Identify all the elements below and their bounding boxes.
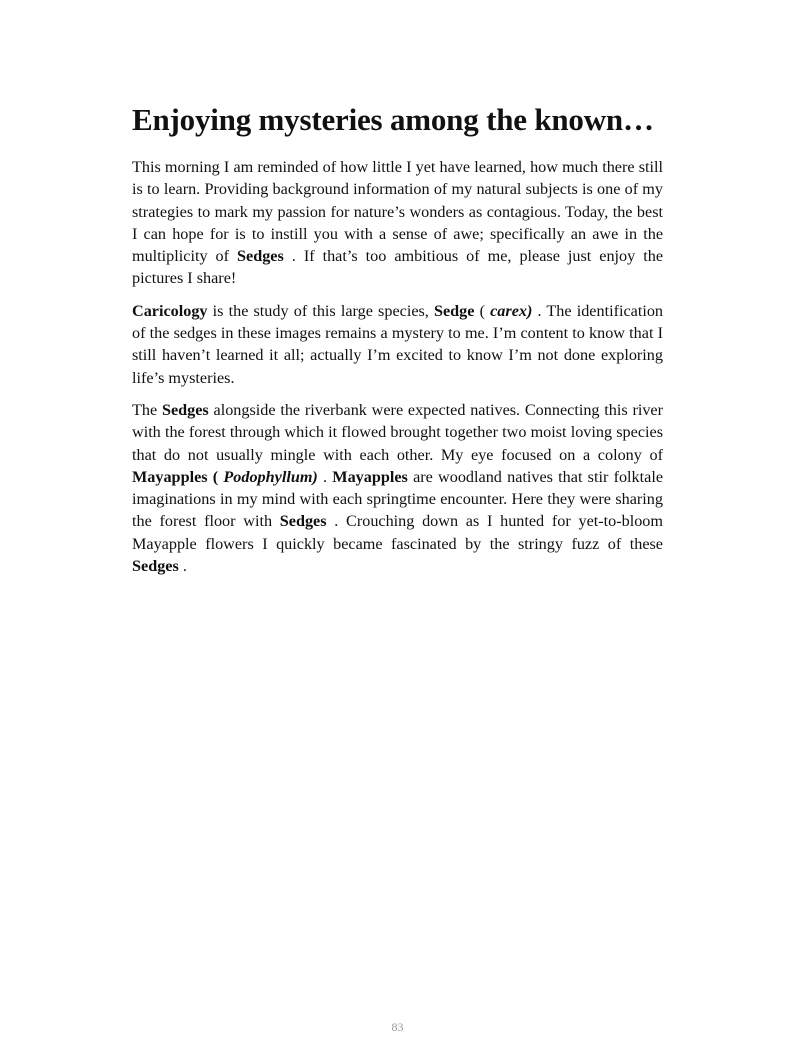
text-run: .: [178, 557, 187, 576]
bold-term-sedges: Sedges: [161, 400, 209, 419]
text-run: (: [474, 301, 491, 320]
latin-name-carex-italic: carex): [490, 301, 533, 320]
page-content: [132, 100, 663, 587]
paragraph-intro: [132, 156, 663, 290]
text-run: The: [132, 400, 162, 419]
text-run: . If that’s too ambitious of me, please just enjoy the pictures I share!: [132, 247, 664, 288]
text-run: . The identification of the sedges in these images remains a mystery to me. I’m content to know that I still haven’t learned it all; actually I’m excited to know I’m not done exploring life’s mysteries.: [132, 301, 664, 387]
latin-name-carex: [490, 302, 532, 320]
page-title: Enjoying mysteries among the known…: [132, 102, 654, 137]
bold-term-caricology: Caricology: [132, 301, 208, 320]
bold-term-mayapples: Mayapples: [332, 467, 408, 486]
latin-name-podophyllum: [223, 468, 317, 486]
text-run: alongside the riverbank were expected natives. Connecting this river with the forest through which it flowed brought together two moist loving species that do not usually mingle with each other. My eye focused on a colony of: [132, 400, 664, 464]
page-number: 83: [391, 1020, 404, 1034]
paragraph-riverbank: [132, 399, 663, 577]
bold-term-mayapples: Mayapples (: [132, 467, 219, 486]
bold-term-sedges: Sedges: [237, 247, 284, 266]
bold-term-sedge: Sedge: [433, 301, 475, 320]
bold-term-sedges: Sedges: [279, 512, 327, 531]
latin-name-podophyllum-italic: Podophyllum): [223, 467, 318, 486]
text-run: are woodland natives that stir folktale imaginations in my mind with each springtime encounter. Here they were sharing the forest floor with: [132, 467, 664, 531]
paragraph-caricology: [132, 300, 663, 389]
bold-term-sedges: Sedges: [132, 557, 179, 576]
text-run: is the study of this large species,: [207, 301, 434, 320]
text-run: .: [317, 467, 333, 486]
text-run: This morning I am reminded of how little I yet have learned, how much there still is to learn. Providing background information of my natural subjects is one of my strategies to mark my passion for nature’s wonders as contagious. Today, the best I can hope for is to instill you with a sense of awe; specifically an awe in the multiplicity of: [132, 158, 663, 266]
text-run: . Crouching down as I hunted for yet-to-bloom Mayapple flowers I quickly became fascinated by the stringy fuzz of these: [132, 512, 663, 553]
